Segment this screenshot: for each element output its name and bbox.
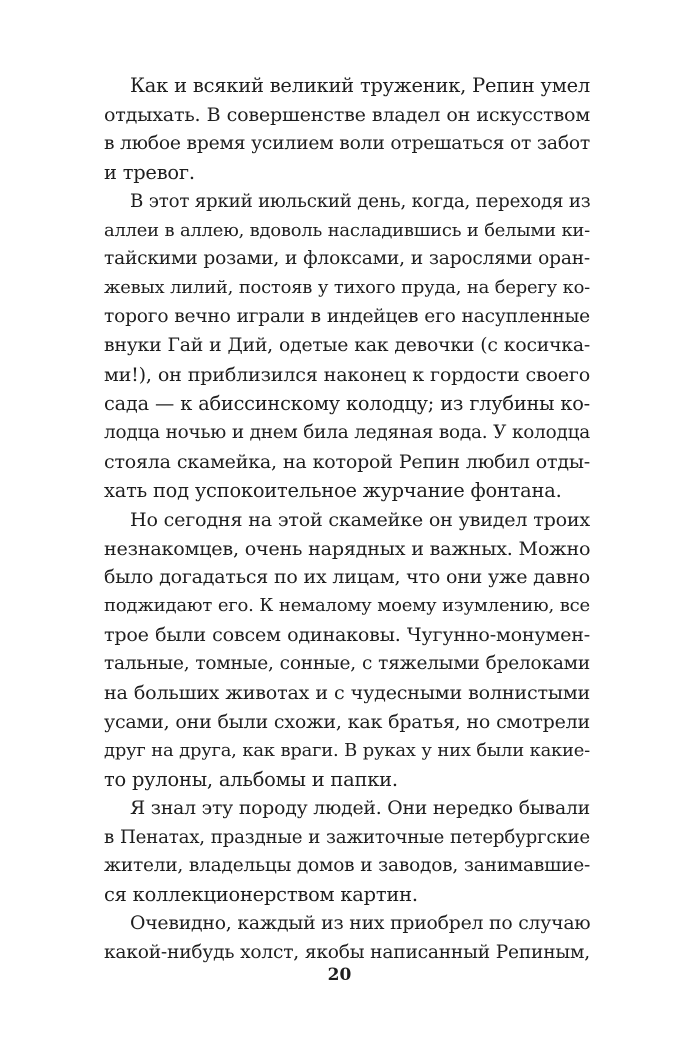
text-line: в любое время усилием воли отрешаться от забот	[104, 132, 591, 154]
text-line: на больших животах и с чудесными волнистыми	[104, 681, 590, 705]
text-line: торого вечно играли в индейцев его насупленные	[104, 306, 590, 328]
text-line: усами, они были схожи, как братья, но смотрели	[104, 710, 590, 733]
text-line: внуки Гай и Дий, одетые как девочки (с косичка-	[104, 335, 590, 357]
text-line: Очевидно, каждый из них приобрел по случаю	[130, 913, 591, 935]
text-line: поджидают его. К немалому моему изумлению, все	[104, 595, 590, 617]
text-line: трое были совсем одинаковы. Чугунно-монумен-	[104, 623, 590, 647]
text-line: хать под успокоительное журчание фонтана.	[104, 478, 562, 502]
text-line: в Пенатах, праздные и зажиточные петербургские	[104, 826, 590, 848]
text-line: было догадаться по их лицам, что они уже давно	[104, 566, 590, 589]
text-line: ся коллекционерством картин.	[104, 883, 418, 907]
text-line: отдыхать. В совершенстве владел он искусством	[104, 102, 590, 126]
body-text	[104, 72, 590, 968]
text-line: сада — к абиссинскому колодцу; из глубины ко-	[104, 391, 590, 415]
text-line: какой-нибудь холст, якобы написанный Репиным,	[104, 942, 590, 964]
text-line: лодца ночью и днем била ледяная вода. У колодца	[104, 421, 590, 443]
text-line: Как и всякий великий труженик, Репин умел	[130, 74, 590, 97]
page-number: 20	[327, 965, 352, 985]
text-line: то рулоны, альбомы и папки.	[104, 767, 398, 791]
text-line: Но сегодня на этой скамейке он увидел троих	[130, 507, 590, 531]
text-line: Я знал эту породу людей. Они нередко бывали	[130, 797, 590, 819]
text-line: жители, владельцы домов и заводов, занимавшие-	[104, 855, 590, 877]
text-line: друг на друга, как враги. В руках у них были какие-	[104, 739, 590, 761]
text-line: В этот яркий июльский день, когда, переходя из	[130, 190, 591, 212]
text-line: аллеи в аллею, вдоволь насладившись и белыми ки-	[104, 219, 590, 241]
text-line: тальные, томные, сонные, с тяжелыми брелоками	[104, 653, 590, 675]
text-line: ми!), он приблизился наконец к гордости своего	[104, 363, 590, 387]
text-line: и тревог.	[104, 160, 195, 184]
text-line: жевых лилий, постояв у тихого пруда, на берегу ко-	[104, 277, 590, 299]
text-line: незнакомцев, очень нарядных и важных. Можно	[104, 536, 591, 560]
text-line: стояла скамейка, на которой Репин любил отды-	[104, 450, 590, 473]
text-line: тайскими розами, и флоксами, и зарослями оран-	[104, 248, 590, 270]
